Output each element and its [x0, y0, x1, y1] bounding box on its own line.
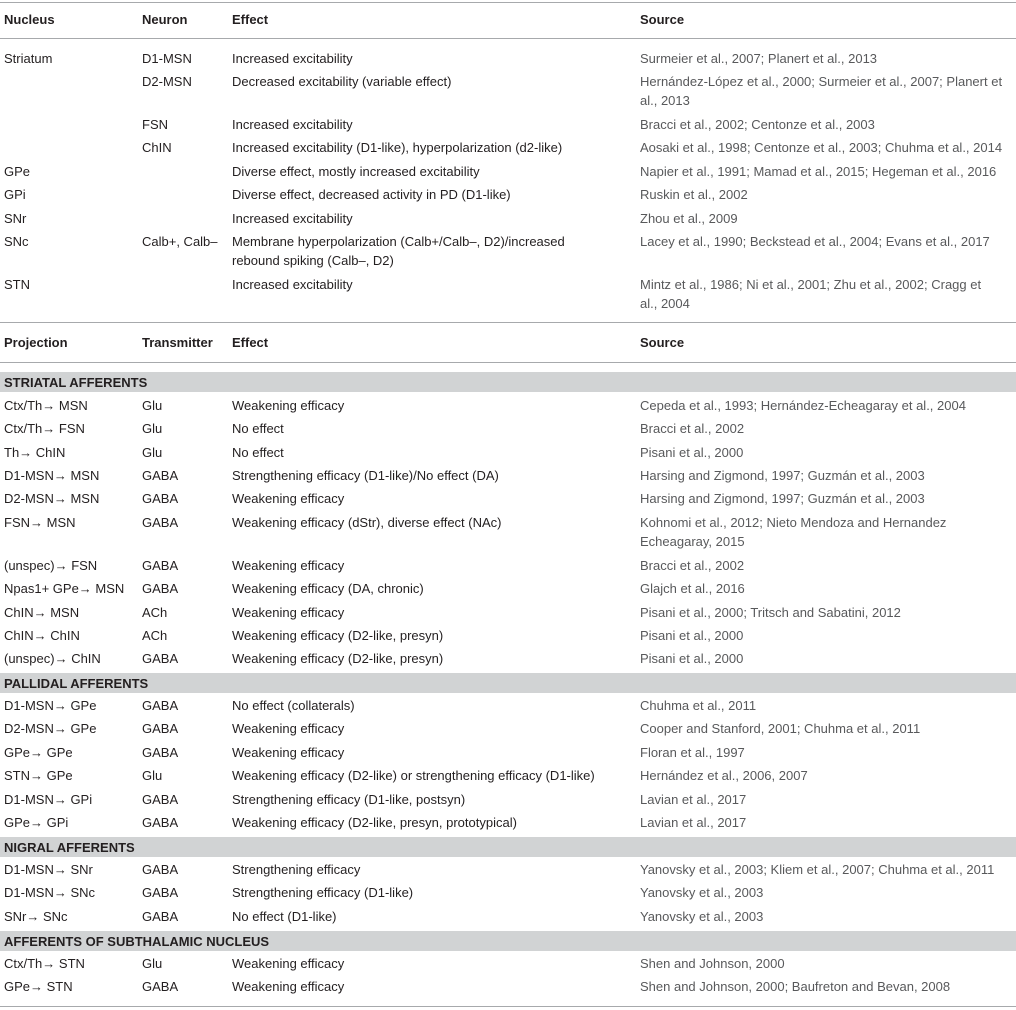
source-cell: Cooper and Stanford, 2001; Chuhma et al., 2011 [640, 721, 921, 736]
transmitter-cell: GABA [142, 885, 179, 900]
top-rule [0, 2, 1016, 3]
projection-cell: D2-MSN→ GPe [4, 721, 97, 736]
effect-cell: No effect [232, 445, 284, 460]
source-cell: Harsing and Zigmond, 1997; Guzmán et al., 2003 [640, 468, 925, 483]
source-cell: Shen and Johnson, 2000 [640, 956, 785, 971]
effect-cell: Increased excitability [232, 211, 353, 226]
nucleus-cell: STN [4, 277, 30, 292]
source-cell: Lavian et al., 2017 [640, 815, 747, 830]
source-cell: Harsing and Zigmond, 1997; Guzmán et al., 2003 [640, 491, 925, 506]
bottom-rule [0, 1006, 1016, 1007]
effect-cell: Weakening efficacy (dStr), diverse effect (NAc) [232, 515, 502, 530]
effect-cell: Diverse effect, decreased activity in PD (D1-like) [232, 187, 511, 202]
source-cell: Kohnomi et al., 2012; Nieto Mendoza and Hernandez Echeagaray, 2015 [640, 515, 947, 549]
source-cell: Floran et al., 1997 [640, 745, 745, 760]
transmitter-cell: GABA [142, 745, 179, 760]
projection-cell: D1-MSN→ GPi [4, 792, 93, 807]
header-effect: Effect [232, 335, 269, 350]
neuron-cell: FSN [142, 117, 168, 132]
projection-cell: ChIN→ MSN [4, 605, 80, 620]
section-title: NIGRAL AFFERENTS [4, 840, 135, 855]
effect-cell: Weakening efficacy (D2-like, presyn) [232, 628, 444, 643]
neuron-cell: D2-MSN [142, 74, 192, 89]
projection-cell: GPe→ GPi [4, 815, 69, 830]
header-nucleus: Nucleus [4, 12, 55, 27]
projection-cell: D2-MSN→ MSN [4, 491, 100, 506]
header-rule [0, 362, 1016, 363]
source-cell: Surmeier et al., 2007; Planert et al., 2013 [640, 51, 878, 66]
source-cell: Mintz et al., 1986; Ni et al., 2001; Zhu et al., 2002; Cragg et al., 2004 [640, 277, 982, 311]
transmitter-cell: Glu [142, 956, 163, 971]
projection-cell: STN→ GPe [4, 768, 73, 783]
effect-cell: Decreased excitability (variable effect) [232, 74, 452, 89]
source-cell: Pisani et al., 2000; Tritsch and Sabatini, 2012 [640, 605, 901, 620]
projection-cell: (unspec)→ ChIN [4, 651, 101, 666]
transmitter-cell: Glu [142, 421, 163, 436]
effect-cell: Increased excitability [232, 51, 353, 66]
source-cell: Pisani et al., 2000 [640, 445, 744, 460]
transmitter-cell: GABA [142, 721, 179, 736]
source-cell: Cepeda et al., 1993; Hernández-Echeagaray et al., 2004 [640, 398, 966, 413]
transmitter-cell: GABA [142, 979, 179, 994]
header-rule [0, 38, 1016, 39]
section-title: AFFERENTS OF SUBTHALAMIC NUCLEUS [4, 934, 270, 949]
effect-cell: Strengthening efficacy [232, 862, 361, 877]
projection-cell: Ctx/Th→ STN [4, 956, 85, 971]
header-neuron: Neuron [142, 12, 188, 27]
source-cell: Chuhma et al., 2011 [640, 698, 757, 713]
source-cell: Hernández et al., 2006, 2007 [640, 768, 808, 783]
effect-cell: Weakening efficacy [232, 745, 345, 760]
neuron-cell: ChIN [142, 140, 172, 155]
nucleus-cell: GPe [4, 164, 31, 179]
source-cell: Yanovsky et al., 2003; Kliem et al., 2007; Chuhma et al., 2011 [640, 862, 995, 877]
effect-cell: No effect (D1-like) [232, 909, 337, 924]
source-cell: Zhou et al., 2009 [640, 211, 738, 226]
transmitter-cell: Glu [142, 398, 163, 413]
projection-cell: GPe→ GPe [4, 745, 73, 760]
effect-cell: Weakening efficacy [232, 979, 345, 994]
transmitter-cell: GABA [142, 698, 179, 713]
projection-cell: Th→ ChIN [4, 445, 66, 460]
header-source: Source [640, 335, 685, 350]
nucleus-cell: Striatum [4, 51, 53, 66]
header-projection: Projection [4, 335, 68, 350]
source-cell: Aosaki et al., 1998; Centonze et al., 2003; Chuhma et al., 2014 [640, 140, 1003, 155]
projection-cell: FSN→ MSN [4, 515, 76, 530]
header-transmitter: Transmitter [142, 335, 213, 350]
projection-cell: Npas1+ GPe→ MSN [4, 581, 125, 596]
transmitter-cell: GABA [142, 515, 179, 530]
section-band-striatal [0, 372, 1016, 392]
source-cell: Yanovsky et al., 2003 [640, 909, 764, 924]
section-band-nigral [0, 837, 1016, 857]
section-rule [0, 322, 1016, 323]
effect-cell: No effect (collaterals) [232, 698, 355, 713]
neuron-cell: Calb+, Calb– [142, 234, 218, 249]
effect-cell: Weakening efficacy [232, 558, 345, 573]
neuron-cell: D1-MSN [142, 51, 192, 66]
effect-cell: Increased excitability [232, 277, 353, 292]
projection-cell: D1-MSN→ SNc [4, 885, 96, 900]
projection-cell: ChIN→ ChIN [4, 628, 80, 643]
transmitter-cell: GABA [142, 558, 179, 573]
source-cell: Pisani et al., 2000 [640, 628, 744, 643]
effect-cell: Strengthening efficacy (D1-like)/No effect (DA) [232, 468, 499, 483]
projection-cell: D1-MSN→ GPe [4, 698, 97, 713]
source-cell: Bracci et al., 2002; Centonze et al., 2003 [640, 117, 875, 132]
projection-cell: (unspec)→ FSN [4, 558, 98, 573]
section-title: STRIATAL AFFERENTS [4, 375, 148, 390]
projection-cell: GPe→ STN [4, 979, 73, 994]
effect-cell: No effect [232, 421, 284, 436]
effect-cell: Weakening efficacy (D2-like, presyn) [232, 651, 444, 666]
header-source: Source [640, 12, 685, 27]
source-cell: Lavian et al., 2017 [640, 792, 747, 807]
source-cell: Glajch et al., 2016 [640, 581, 745, 596]
effect-cell: Weakening efficacy [232, 491, 345, 506]
effect-cell: Strengthening efficacy (D1-like) [232, 885, 414, 900]
source-cell: Bracci et al., 2002 [640, 558, 745, 573]
transmitter-cell: GABA [142, 792, 179, 807]
nucleus-cell: GPi [4, 187, 26, 202]
effect-cell: Strengthening efficacy (D1-like, postsyn) [232, 792, 466, 807]
transmitter-cell: ACh [142, 605, 168, 620]
transmitter-cell: Glu [142, 768, 163, 783]
source-cell: Yanovsky et al., 2003 [640, 885, 764, 900]
source-cell: Napier et al., 1991; Mamad et al., 2015; Hegeman et al., 2016 [640, 164, 997, 179]
projection-cell: D1-MSN→ MSN [4, 468, 100, 483]
effect-cell: Weakening efficacy [232, 956, 345, 971]
source-cell: Shen and Johnson, 2000; Baufreton and Bevan, 2008 [640, 979, 951, 994]
effect-cell: Membrane hyperpolarization (Calb+/Calb–, D2)/increased rebound spiking (Calb–, D2) [232, 234, 565, 268]
transmitter-cell: GABA [142, 581, 179, 596]
nucleus-cell: SNc [4, 234, 29, 249]
effect-cell: Weakening efficacy (DA, chronic) [232, 581, 424, 596]
effect-cell: Weakening efficacy [232, 721, 345, 736]
source-cell: Pisani et al., 2000 [640, 651, 744, 666]
transmitter-cell: ACh [142, 628, 168, 643]
effect-cell: Weakening efficacy (D2-like, presyn, prototypical) [232, 815, 517, 830]
transmitter-cell: GABA [142, 491, 179, 506]
source-cell: Bracci et al., 2002 [640, 421, 745, 436]
projection-cell: D1-MSN→ SNr [4, 862, 93, 877]
header-effect: Effect [232, 12, 269, 27]
transmitter-cell: GABA [142, 815, 179, 830]
effect-cell: Diverse effect, mostly increased excitability [232, 164, 480, 179]
projection-cell: SNr→ SNc [4, 909, 68, 924]
effect-cell: Weakening efficacy [232, 398, 345, 413]
section-band-pallidal [0, 673, 1016, 693]
transmitter-cell: GABA [142, 468, 179, 483]
transmitter-cell: GABA [142, 651, 179, 666]
transmitter-cell: GABA [142, 909, 179, 924]
section-band-subthalamic [0, 931, 1016, 951]
effect-cell: Weakening efficacy [232, 605, 345, 620]
effect-cell: Increased excitability (D1-like), hyperpolarization (d2-like) [232, 140, 563, 155]
transmitter-cell: Glu [142, 445, 163, 460]
transmitter-cell: GABA [142, 862, 179, 877]
source-cell: Ruskin et al., 2002 [640, 187, 748, 202]
projection-cell: Ctx/Th→ MSN [4, 398, 88, 413]
source-cell: Hernández-López et al., 2000; Surmeier et al., 2007; Planert et al., 2013 [640, 74, 1003, 108]
effect-cell: Weakening efficacy (D2-like) or strengthening efficacy (D1-like) [232, 768, 595, 783]
projection-cell: Ctx/Th→ FSN [4, 421, 85, 436]
source-cell: Lacey et al., 1990; Beckstead et al., 2004; Evans et al., 2017 [640, 234, 990, 249]
effect-cell: Increased excitability [232, 117, 353, 132]
section-title: PALLIDAL AFFERENTS [4, 676, 149, 691]
nucleus-cell: SNr [4, 211, 27, 226]
